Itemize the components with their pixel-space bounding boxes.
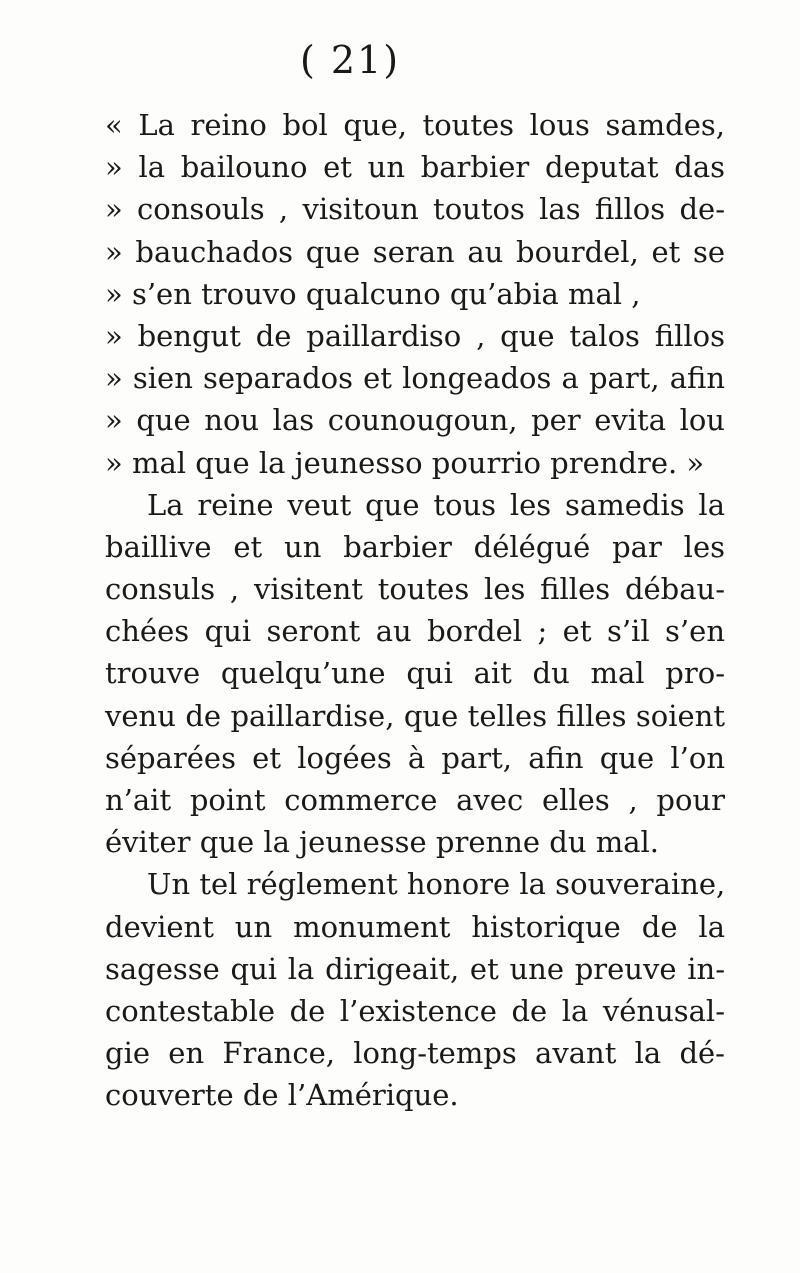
body-text (105, 104, 725, 1117)
text-line: La reine veut que tous les samedis la (147, 487, 725, 522)
text-line: sagesse qui la dirigeait, et une preuve in- (105, 951, 725, 986)
text-line: » consouls , visitoun toutos las fillos de- (105, 192, 725, 227)
text-line: gie en France, long-temps avant la dé- (105, 1036, 725, 1071)
text-line: » que nou las counougoun, per evita lou (105, 403, 725, 438)
text-line: devient un monument historique de la (105, 909, 725, 944)
text-line: « La reino bol que, toutes lous samdes, (105, 108, 725, 142)
text-line: » s’en trouvo qualcuno qu’abia mal , (105, 276, 641, 311)
text-line: » la bailouno et un barbier deputat das (105, 150, 725, 185)
text-line: baillive et un barbier délégué par les (105, 529, 725, 564)
text-line: couverte de l’Amérique. (105, 1078, 459, 1113)
text-line: » bengut de paillardiso , que talos fillos (105, 318, 725, 353)
text-line: » sien separados et longeados a part, afin (105, 361, 725, 396)
text-line: trouve quelqu’une qui ait du mal pro- (105, 656, 725, 691)
text-line: n’ait point commerce avec elles , pour (105, 783, 725, 817)
text-line: Un tel réglement honore la souveraine, (147, 867, 726, 902)
text-line: séparées et logées à part, afin que l’on (105, 740, 725, 775)
text-line: » mal que la jeunesso pourrio prendre. » (105, 445, 705, 480)
page-number: ( 21) (299, 38, 401, 82)
text-line: éviter que la jeunesse prenne du mal. (105, 825, 660, 860)
text-line: chées qui seront au bordel ; et s’il s’en (105, 614, 725, 649)
text-line: » bauchados que seran au bourdel, et se (105, 234, 725, 269)
text-line: consuls , visitent toutes les filles débau- (105, 572, 725, 607)
text-line: contestable de l’existence de la vénusal- (105, 993, 725, 1028)
text-line: venu de paillardise, que telles filles soient (105, 698, 725, 733)
